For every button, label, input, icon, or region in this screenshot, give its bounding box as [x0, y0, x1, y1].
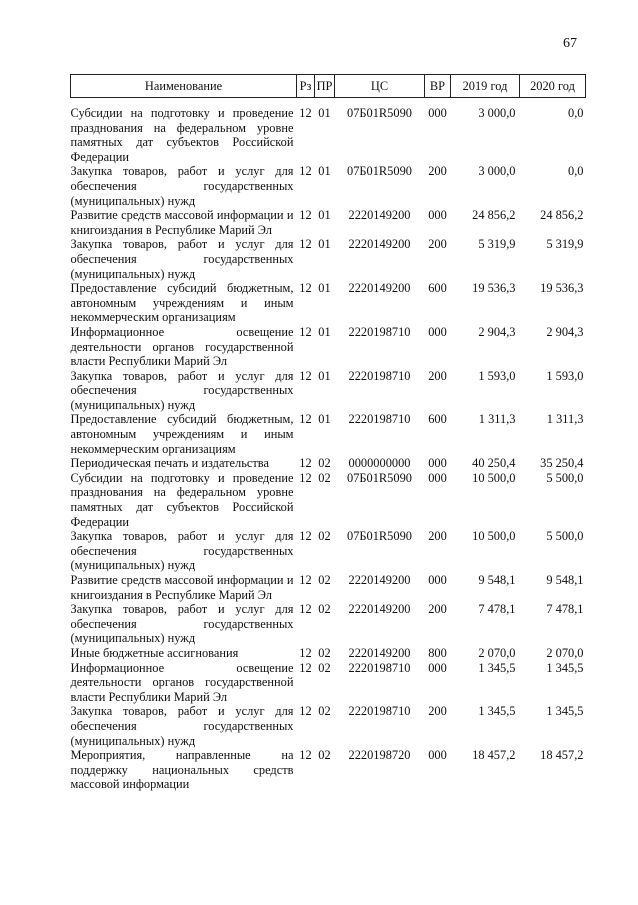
cell-pr: 02: [318, 748, 331, 763]
cell-vr: 000: [428, 573, 447, 587]
cell-rz: 12: [299, 106, 312, 120]
cell-2019: 7 478,1: [478, 602, 516, 617]
cell-cs: 2220149200: [348, 281, 411, 296]
header-pr: ПР: [315, 75, 335, 98]
cell-rz: 12: [299, 281, 312, 296]
cell-pr: 02: [318, 456, 331, 471]
header-2019: 2019 год: [451, 75, 520, 98]
cell-name: Мероприятия, направленные на поддержку национальных средств массовой информации: [70, 748, 294, 792]
cell-cs: 2220149200: [348, 208, 411, 223]
cell-rz: 12: [299, 529, 312, 544]
cell-pr: 01: [318, 324, 331, 339]
cell-rz: 12: [299, 164, 312, 179]
cell-2019: 10 500,0: [472, 529, 516, 544]
cell-2020: 19 536,3: [540, 281, 584, 296]
table-row: [71, 748, 586, 792]
cell-2020: 1 593,0: [546, 368, 584, 383]
cell-cs: 2220198710: [348, 412, 411, 427]
cell-cs: 0000000000: [348, 456, 411, 471]
budget-table: [70, 74, 586, 792]
cell-pr: 02: [318, 602, 331, 617]
cell-name: Информационное освещение деятельности органов государственной власти Республики Марий Эл: [70, 660, 294, 704]
cell-2019: 10 500,0: [472, 470, 516, 485]
cell-2019: 1 311,3: [478, 412, 516, 427]
cell-pr: 01: [318, 106, 331, 120]
cell-vr: 000: [428, 208, 447, 223]
cell-rz: 12: [299, 660, 312, 675]
cell-name: Развитие средств массовой информации и книгоиздания в Республике Марий Эл: [70, 208, 294, 237]
cell-pr: 01: [318, 164, 331, 179]
cell-vr: 200: [428, 368, 447, 383]
cell-vr: 600: [428, 412, 447, 427]
cell-vr: 000: [428, 324, 447, 339]
cell-pr: 01: [318, 237, 331, 252]
cell-cs: 07Б01R5090: [347, 529, 412, 544]
cell-rz: 12: [299, 412, 312, 427]
cell-name: Предоставление субсидий бюджетным, автономным учреждениям и иным некоммерческим организациям: [70, 281, 294, 325]
header-rz: Рз: [297, 75, 315, 98]
cell-cs: 2220198720: [348, 748, 411, 763]
cell-pr: 01: [318, 281, 331, 296]
cell-2020: 1 311,3: [546, 412, 584, 427]
cell-name: Закупка товаров, работ и услуг для обеспечения государственных (муниципальных) нужд: [70, 237, 294, 281]
cell-vr: 000: [428, 106, 447, 120]
cell-pr: 02: [318, 645, 331, 660]
cell-rz: 12: [299, 704, 312, 719]
cell-name: Субсидии на подготовку и проведение празднования на федеральном уровне памятных дат субъектов Российской Федерации: [70, 106, 294, 164]
cell-rz: 12: [299, 470, 312, 485]
table-row: [71, 98, 586, 165]
cell-vr: 200: [428, 602, 447, 617]
cell-2020: 2 070,0: [546, 645, 584, 660]
cell-vr: 800: [428, 645, 447, 660]
cell-2020: 24 856,2: [540, 208, 584, 223]
table-body: [71, 98, 586, 792]
cell-cs: 2220149200: [348, 645, 411, 660]
cell-rz: 12: [299, 645, 312, 660]
cell-rz: 12: [299, 208, 312, 223]
cell-vr: 000: [428, 660, 447, 675]
cell-pr: 02: [318, 660, 331, 675]
cell-name: Информационное освещение деятельности органов государственной власти Республики Марий Эл: [70, 324, 294, 369]
cell-name: Периодическая печать и издательства: [70, 456, 269, 471]
table-row: [71, 164, 586, 208]
cell-name: Предоставление субсидий бюджетным, автономным учреждениям и иным некоммерческим организациям: [70, 412, 294, 456]
cell-vr: 200: [428, 529, 447, 544]
cell-2020: 7 478,1: [546, 602, 584, 617]
cell-name: Закупка товаров, работ и услуг для обеспечения государственных (муниципальных) нужд: [70, 529, 294, 573]
cell-2019: 3 000,0: [478, 164, 516, 179]
cell-rz: 12: [299, 602, 312, 617]
table-header-row: [71, 75, 586, 98]
cell-2020: 1 345,5: [546, 704, 584, 719]
cell-2020: 5 500,0: [546, 470, 584, 485]
table-row: [71, 704, 586, 748]
cell-vr: 200: [428, 237, 447, 252]
cell-2020: 18 457,2: [540, 748, 584, 763]
cell-vr: 000: [428, 470, 447, 485]
cell-vr: 600: [428, 281, 447, 296]
cell-rz: 12: [299, 573, 312, 587]
cell-cs: 2220149200: [348, 573, 411, 587]
cell-2020: 2 904,3: [546, 324, 584, 339]
table-row: [71, 471, 586, 529]
cell-cs: 2220198710: [348, 704, 411, 719]
cell-2019: 2 070,0: [478, 645, 516, 660]
cell-vr: 000: [428, 456, 447, 471]
table-row: [71, 208, 586, 237]
cell-pr: 02: [318, 704, 331, 719]
cell-cs: 2220149200: [348, 602, 411, 617]
cell-cs: 07Б01R5090: [347, 470, 412, 485]
cell-2019: 1 345,5: [478, 704, 516, 719]
cell-2019: 9 548,1: [478, 573, 516, 587]
cell-2020: 1 345,5: [546, 660, 584, 675]
cell-rz: 12: [299, 324, 312, 339]
cell-cs: 2220198710: [348, 368, 411, 383]
cell-2019: 1 345,5: [478, 660, 516, 675]
cell-name: Закупка товаров, работ и услуг для обеспечения государственных (муниципальных) нужд: [70, 164, 294, 208]
cell-2019: 5 319,9: [478, 237, 516, 252]
cell-pr: 01: [318, 368, 331, 383]
header-vr: ВР: [425, 75, 451, 98]
table-row: [71, 602, 586, 646]
cell-2019: 40 250,4: [472, 456, 516, 471]
cell-pr: 02: [318, 529, 331, 544]
cell-cs: 2220198710: [348, 660, 411, 675]
cell-vr: 200: [428, 704, 447, 719]
cell-2020: 0,0: [568, 106, 584, 120]
header-cs: ЦС: [335, 75, 425, 98]
cell-2019: 1 593,0: [478, 368, 516, 383]
cell-name: Закупка товаров, работ и услуг для обеспечения государственных (муниципальных) нужд: [70, 704, 294, 748]
table-row: [71, 529, 586, 573]
table-row: [71, 573, 586, 602]
table-row: [71, 412, 586, 456]
cell-pr: 02: [318, 573, 331, 587]
cell-rz: 12: [299, 748, 312, 763]
page-number: 67: [563, 36, 577, 51]
cell-pr: 02: [318, 470, 331, 485]
cell-rz: 12: [299, 456, 312, 471]
cell-cs: 07Б01R5090: [347, 164, 412, 179]
cell-2020: 5 319,9: [546, 237, 584, 252]
cell-2020: 9 548,1: [546, 573, 584, 587]
cell-name: Иные бюджетные ассигнования: [70, 645, 239, 660]
cell-rz: 12: [299, 237, 312, 252]
table-row: [71, 325, 586, 369]
cell-name: Закупка товаров, работ и услуг для обеспечения государственных (муниципальных) нужд: [70, 602, 294, 646]
cell-2019: 24 856,2: [472, 208, 516, 223]
table-row: [71, 281, 586, 325]
table-row: [71, 456, 586, 471]
cell-cs: 07Б01R5090: [347, 106, 412, 120]
cell-2020: 35 250,4: [540, 456, 584, 471]
table-row: [71, 237, 586, 281]
cell-pr: 01: [318, 412, 331, 427]
cell-name: Закупка товаров, работ и услуг для обеспечения государственных (муниципальных) нужд: [70, 368, 294, 412]
cell-2019: 18 457,2: [472, 748, 516, 763]
table-row: [71, 661, 586, 705]
table-row: [71, 646, 586, 661]
header-2020: 2020 год: [520, 75, 586, 98]
cell-2020: 5 500,0: [546, 529, 584, 544]
cell-rz: 12: [299, 368, 312, 383]
cell-pr: 01: [318, 208, 331, 223]
cell-vr: 000: [428, 748, 447, 763]
header-name: Наименование: [71, 75, 297, 98]
cell-2019: 2 904,3: [478, 324, 516, 339]
table-row: [71, 369, 586, 413]
cell-cs: 2220198710: [348, 324, 411, 339]
cell-vr: 200: [428, 164, 447, 179]
cell-name: Развитие средств массовой информации и книгоиздания в Республике Марий Эл: [70, 573, 294, 602]
cell-cs: 2220149200: [348, 237, 411, 252]
cell-2019: 19 536,3: [472, 281, 516, 296]
cell-2020: 0,0: [568, 164, 584, 179]
cell-name: Субсидии на подготовку и проведение празднования на федеральном уровне памятных дат субъектов Российской Федерации: [70, 470, 294, 529]
cell-2019: 3 000,0: [478, 106, 516, 120]
